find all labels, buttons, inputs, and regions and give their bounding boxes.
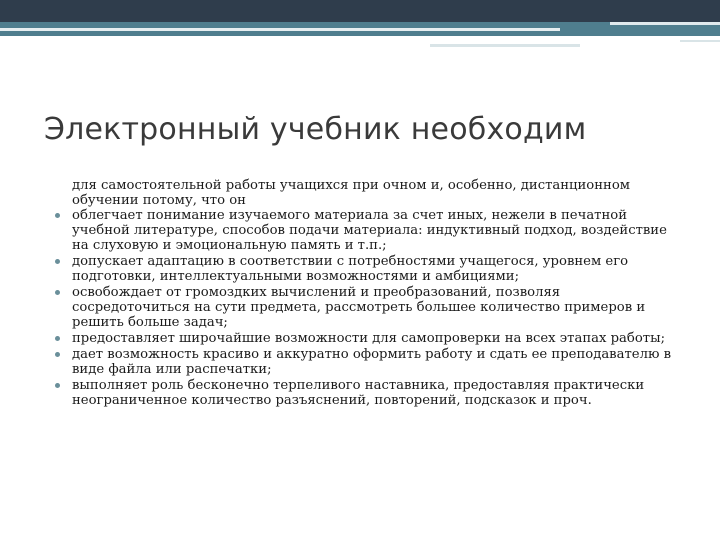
list-item-text: освобождает от громоздких вычислений и преобразований, позволяя сосредоточиться на сути предмета, рассмотреть большее количество примеров и решить больше задач;	[72, 285, 646, 330]
bullet-icon	[55, 259, 60, 264]
top-decorative-bar	[0, 0, 720, 22]
list-item	[56, 378, 676, 408]
bullet-icon	[55, 336, 60, 341]
slide-title: Электронный учебник необходим	[44, 112, 587, 147]
list-item	[56, 285, 676, 330]
list-item	[56, 331, 676, 346]
list-item-text: предоставляет широчайшие возможности для самопроверки на всех этапах работы;	[72, 331, 666, 346]
intro-text: для самостоятельной работы учащихся при очном и, особенно, дистанционном обучении потому, что он	[72, 178, 631, 208]
list-item	[56, 254, 676, 284]
bullet-list	[56, 208, 676, 408]
bullet-icon	[55, 352, 60, 357]
list-item-text: выполняет роль бесконечно терпеливого наставника, предоставляя практически неограниченное количество разъяснений, повторений, подсказок и проч.	[72, 378, 645, 408]
bullet-icon	[55, 213, 60, 218]
top-accent-line-right	[610, 22, 720, 25]
slide-content	[56, 178, 676, 409]
list-item-text: допускает адаптацию в соответствии с потребностями учащегося, уровнем его подготовки, интеллектуальными возможностями и амбициями;	[72, 254, 629, 284]
accent-line-short	[430, 44, 580, 47]
list-item-text: дает возможность красиво и аккуратно оформить работу и сдать ее преподавателю в виде файла или распечатки;	[72, 347, 672, 377]
accent-line-tiny	[680, 40, 720, 42]
bullet-icon	[55, 290, 60, 295]
list-item	[56, 208, 676, 253]
list-item	[56, 347, 676, 377]
bullet-icon	[55, 383, 60, 388]
list-item-text: облегчает понимание изучаемого материала за счет иных, нежели в печатной учебной литературе, способов подачи материала: индуктивный подход, воздействие на слуховую и эмоциональную память и т.п.;	[72, 208, 667, 253]
top-accent-line	[0, 28, 560, 31]
